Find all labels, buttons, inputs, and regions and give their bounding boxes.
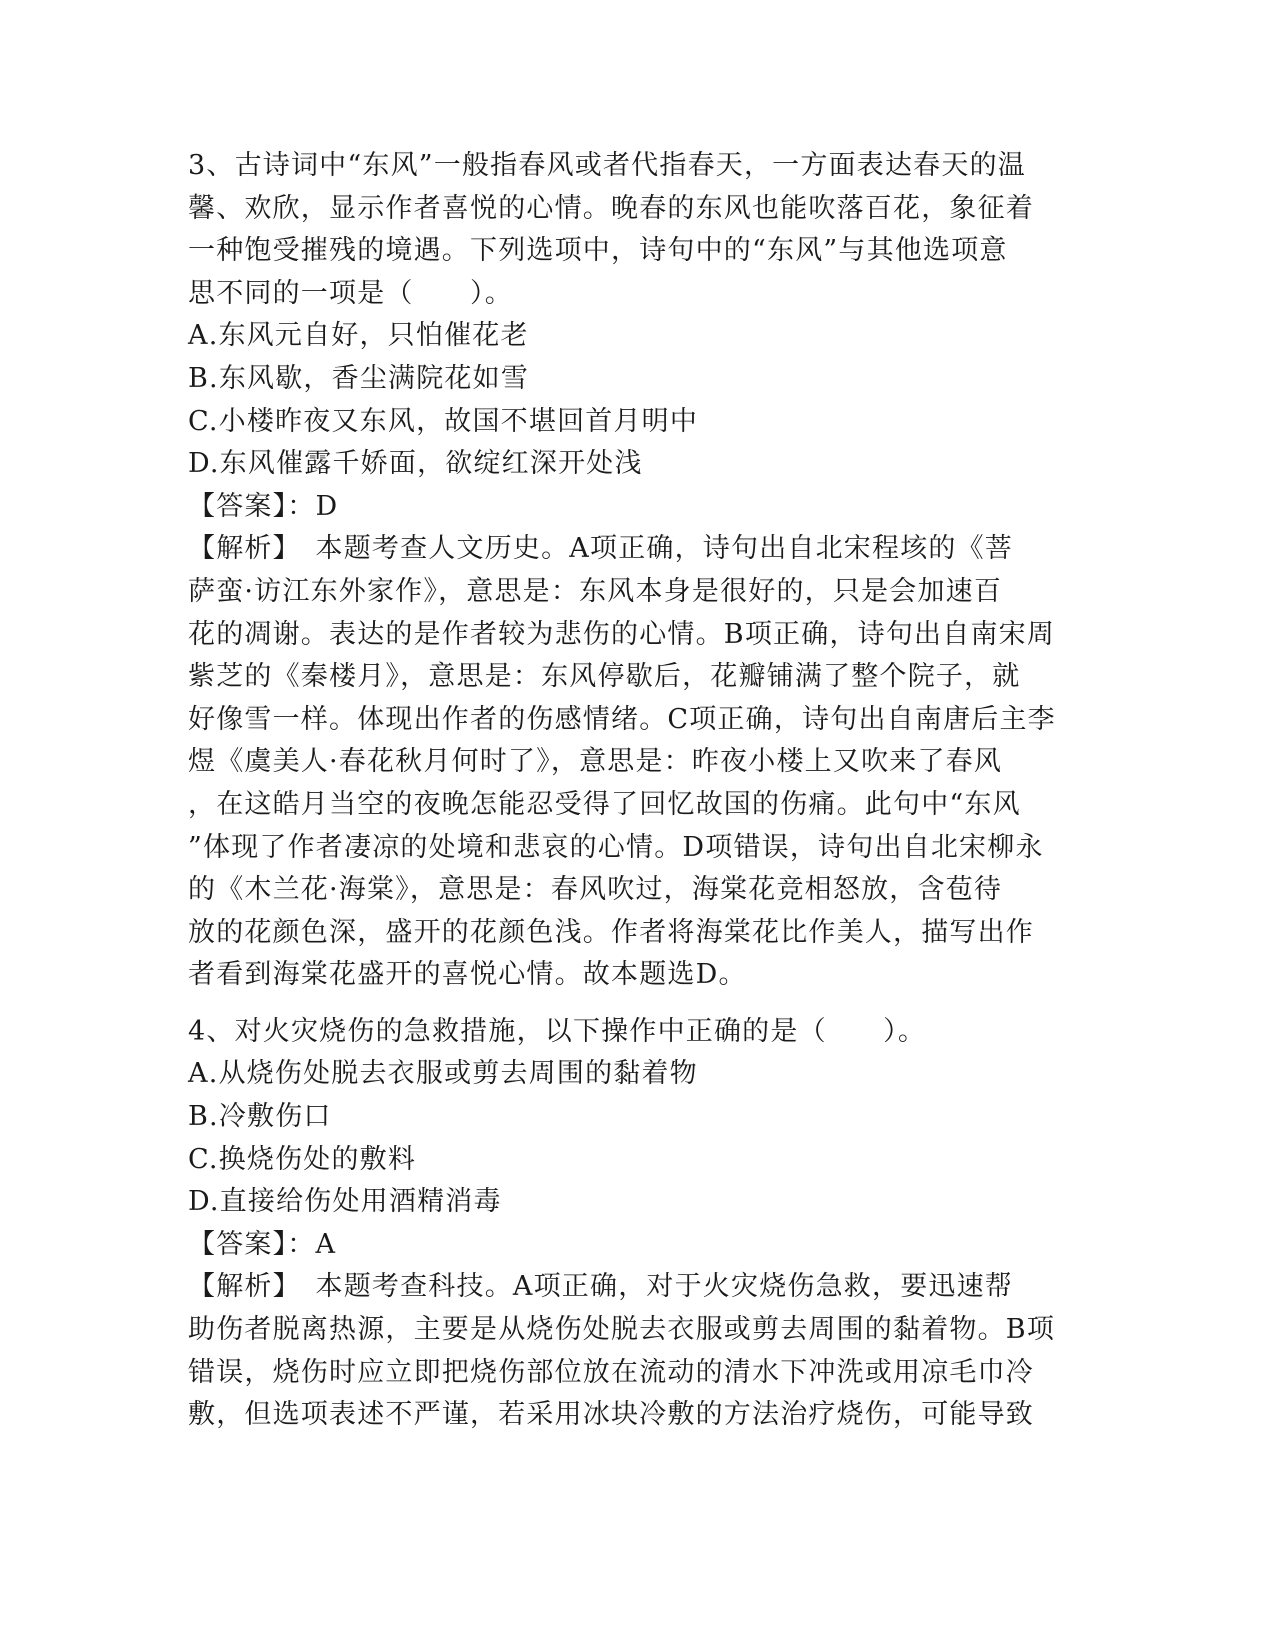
option-b: B.东风歇，香尘满院花如雪	[188, 362, 530, 394]
document-content	[188, 145, 1088, 1437]
analysis-line: 助伤者脱离热源，主要是从烧伤处脱去衣服或剪去周围的黏着物。B项	[188, 1314, 1056, 1346]
analysis-line: 花的凋谢。表达的是作者较为悲伤的心情。B项正确，诗句出自南宋周	[188, 618, 1056, 650]
analysis-line: 【解析】 本题考查人文历史。A项正确，诗句出自北宋程垓的《菩	[188, 533, 1013, 565]
option-d: D.直接给伤处用酒精消毒	[188, 1186, 502, 1218]
question-stem	[188, 1011, 1088, 1054]
analysis-line: ”体现了作者凄凉的处境和悲哀的心情。D项错误，诗句出自北宋柳永	[188, 831, 1044, 863]
analysis-line: 【解析】 本题考查科技。A项正确，对于火灾烧伤急救，要迅速帮	[188, 1271, 1013, 1303]
analysis-line: 好像雪一样。体现出作者的伤感情绪。C项正确，诗句出自南唐后主李	[188, 703, 1056, 735]
analysis-line: 萨蛮·访江东外家作》，意思是：东风本身是很好的，只是会加速百	[188, 575, 1003, 607]
stem-line: 4、对火灾烧伤的急救措施，以下操作中正确的是（ ）。	[188, 1015, 927, 1047]
analysis-line: 紫芝的《秦楼月》，意思是：东风停歇后，花瓣铺满了整个院子，就	[188, 661, 1021, 693]
answer-label: 【答案】：	[188, 490, 316, 522]
stem-line: 一种饱受摧残的境遇。下列选项中，诗句中的“东风”与其他选项意	[188, 235, 1008, 267]
analysis-line: 放的花颜色深，盛开的花颜色浅。作者将海棠花比作美人，描写出作	[188, 916, 1034, 948]
analysis	[188, 528, 1088, 997]
stem-line: 馨、欢欣，显示作者喜悦的心情。晚春的东风也能吹落百花，象征着	[188, 192, 1034, 224]
option-c: C.小楼昨夜又东风，故国不堪回首月明中	[188, 405, 699, 437]
analysis-line: 敷，但选项表述不严谨，若采用冰块冷敷的方法治疗烧伤，可能导致	[188, 1399, 1034, 1431]
answer-line	[188, 1224, 1088, 1267]
analysis-line: 煜《虞美人·春花秋月何时了》，意思是：昨夜小楼上又吹来了春风	[188, 746, 1003, 778]
question-3	[188, 145, 1088, 997]
analysis-line: 者看到海棠花盛开的喜悦心情。故本题选D。	[188, 959, 747, 991]
answer-label: 【答案】：	[188, 1228, 316, 1260]
option-a: A.东风元自好，只怕催花老	[188, 320, 529, 352]
question-4	[188, 1011, 1088, 1437]
question-stem	[188, 145, 1088, 315]
analysis-line: ，在这皓月当空的夜晚怎能忍受得了回忆故国的伤痛。此句中“东风	[188, 788, 1021, 820]
stem-line: 3、古诗词中“东风”一般指春风或者代指春天，一方面表达春天的温	[188, 150, 1026, 181]
options-list	[188, 315, 1088, 485]
option-c: C.换烧伤处的敷料	[188, 1143, 417, 1175]
answer-value: A	[315, 1228, 337, 1260]
options-list	[188, 1053, 1088, 1223]
answer-line	[188, 486, 1088, 529]
analysis-line: 的《木兰花·海棠》，意思是：春风吹过，海棠花竞相怒放，含苞待	[188, 874, 1003, 906]
option-d: D.东风催露千娇面，欲绽红深开处浅	[188, 448, 643, 480]
option-a: A.从烧伤处脱去衣服或剪去周围的黏着物	[188, 1058, 698, 1090]
analysis	[188, 1266, 1088, 1436]
analysis-line: 错误，烧伤时应立即把烧伤部位放在流动的清水下冲洗或用凉毛巾冷	[188, 1356, 1034, 1388]
answer-value: D	[315, 490, 339, 522]
option-b: B.冷敷伤口	[188, 1101, 332, 1133]
stem-line: 思不同的一项是（ ）。	[188, 277, 513, 309]
